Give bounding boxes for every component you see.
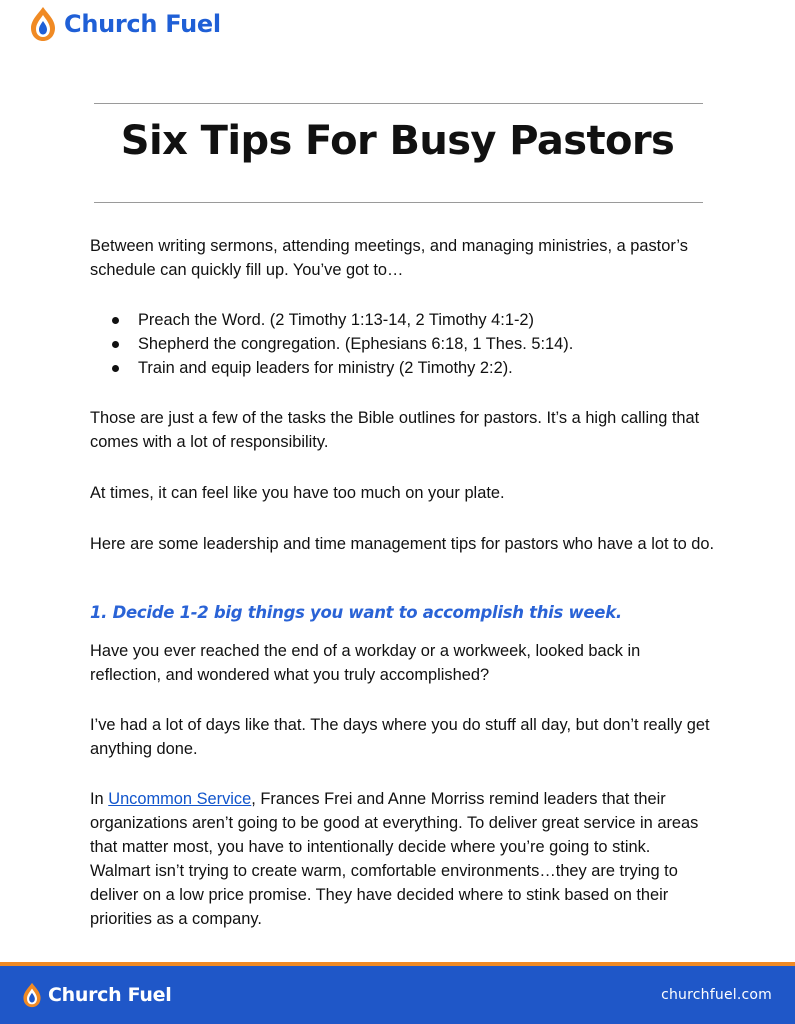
body-paragraph: Have you ever reached the end of a workday or a workweek, looked back in reflection, and wondered what you truly accomplished? (90, 642, 641, 684)
paragraph-text: , Frances Frei and Anne Morriss remind leaders that their organizations aren’t going to be good at everything. To deliver great service in areas that matter most, you have to intentionally decide where you’re going to stink. Walmart isn’t trying to create warm, comfortable environments…they are trying to deliver on a low price promise. They have decided where to stink based on their priorities as a company. (90, 790, 699, 928)
flame-drop-icon (29, 6, 57, 42)
list-item (90, 356, 573, 380)
tasks-list (90, 308, 573, 380)
body-paragraph (90, 787, 715, 931)
section-heading: 1. Decide 1-2 big things you want to accomplish this week. (90, 603, 622, 622)
list-item-text: Train and equip leaders for ministry (2 Timothy 2:2). (138, 359, 513, 377)
body-paragraph: At times, it can feel like you have too much on your plate. (90, 484, 505, 502)
list-item (90, 332, 573, 356)
body-paragraph: Here are some leadership and time management tips for pastors who have a lot to do. (90, 535, 715, 553)
footer-url-link[interactable]: churchfuel.com (661, 987, 772, 1003)
list-item (90, 308, 573, 332)
header-logo[interactable] (29, 6, 221, 42)
flame-drop-icon (22, 982, 42, 1008)
intro-paragraph: Between writing sermons, attending meetings, and managing ministries, a pastor’s schedule can quickly fill up. You’ve got to… (90, 237, 688, 279)
bullet-icon (112, 341, 119, 348)
brand-name: Church Fuel (64, 10, 221, 38)
list-item-text: Shepherd the congregation. (Ephesians 6:18, 1 Thes. 5:14). (138, 335, 574, 353)
footer-bar (0, 962, 795, 1024)
uncommon-service-link[interactable]: Uncommon Service (108, 790, 252, 808)
footer-logo[interactable] (22, 982, 171, 1008)
title-bottom-divider (94, 202, 703, 203)
body-paragraph: I’ve had a lot of days like that. The days where you do stuff all day, but don’t really get anything done. (90, 716, 710, 758)
list-item-text: Preach the Word. (2 Timothy 1:13-14, 2 Timothy 4:1-2) (138, 311, 534, 329)
page-title: Six Tips For Busy Pastors (120, 118, 675, 164)
body-paragraph: Those are just a few of the tasks the Bible outlines for pastors. It’s a high calling that comes with a lot of responsibility. (90, 409, 700, 451)
bullet-icon (112, 365, 119, 372)
paragraph-text: In (90, 790, 109, 808)
footer-brand-name: Church Fuel (48, 984, 172, 1006)
bullet-icon (112, 317, 119, 324)
title-top-divider (94, 103, 703, 104)
